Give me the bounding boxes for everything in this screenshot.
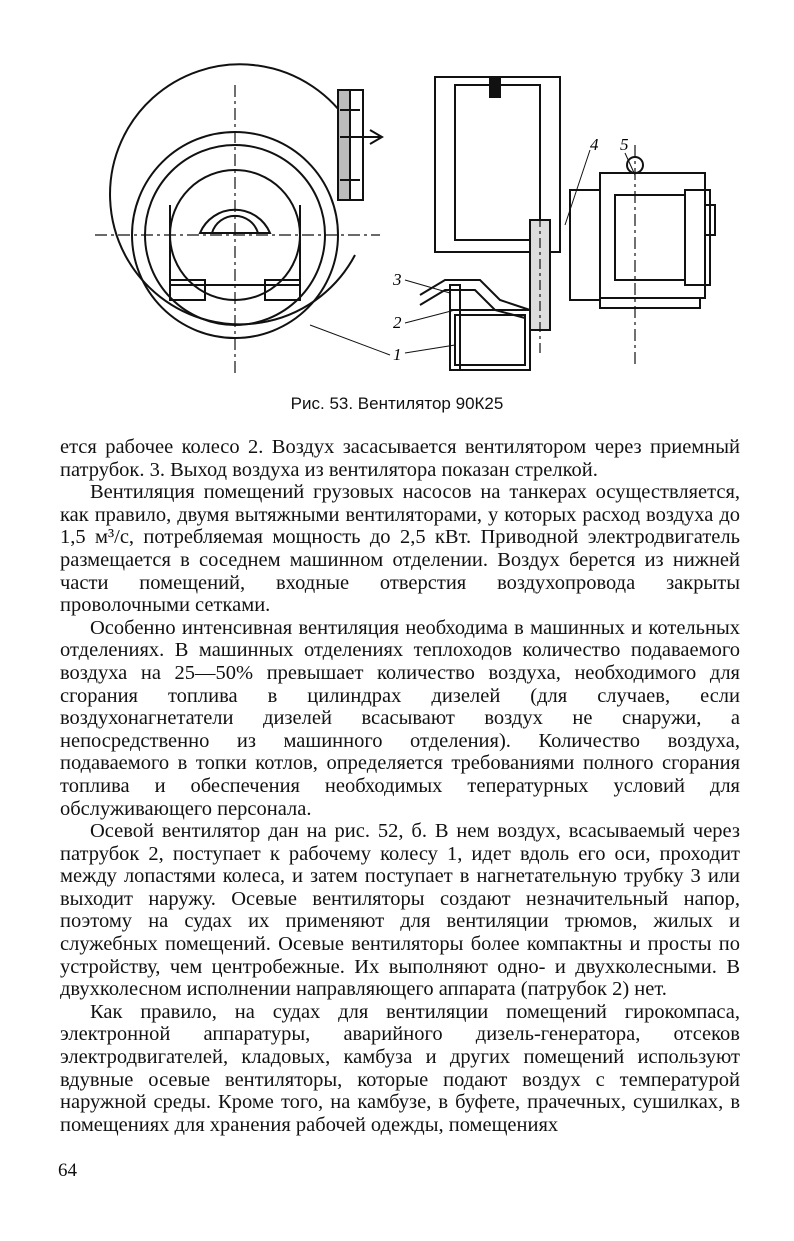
paragraph: Особенно интенсивная вентиляция необходима в машинных и котельных отделениях. В машинных отделениях теплоходов количество подаваемого воздуха на 25—50% превышает количество воздуха, необходимого для сгорания топлива в цилиндрах дизелей (для случаев, если воздухонагнетатели дизелей всасывают воздух не снаружи, а непосредственно из машинного отделения). Количество воздуха, подаваемого в топки котлов, определяется требованиями полного сгорания топлива и обеспечения необходимых тепературных условий для обслуживающего персонала. (60, 616, 740, 820)
figure-caption: Рис. 53. Вентилятор 90К25 (290, 394, 504, 413)
paragraph: Вентиляция помещений грузовых насосов на танкерах осуществляется, как правило, двумя вытяжными вентиляторами, у которых расход воздуха до 1,5 м³/с, потребляемая мощность до 2,5 кВт. Приводной электродвигатель размещается в соседнем машинном отделении. Воздух берется из нижней части помещений, входные отверстия воздухопровода закрыты проволочными сетками. (60, 481, 740, 617)
page-number: 64 (58, 1160, 77, 1181)
callout-2: 2 (393, 313, 402, 332)
callout-3: 3 (393, 270, 402, 289)
paragraph: Осевой вентилятор дан на рис. 52, б. В нем воздух, всасываемый через патрубок 2, поступает к рабочему колесу 1, идет вдоль его оси, проходит между лопастями колеса, и затем поступает в нагнетательную трубку 3 или выходит наружу. Осевые вентиляторы создают незначительный напор, поэтому на судах их применяют для вентиляции трюмов, жилых и служебных помещений. Осевые вентиляторы более компактны и просты по устройству, чем центробежные. Их выполняют одно- и двухколесными. В двухколесном исполнении направляющего аппарата (патрубок 2) нет. (60, 820, 740, 1001)
callout-5: 5 (620, 135, 629, 154)
callout-4: 4 (590, 135, 599, 154)
body-text (60, 436, 740, 1136)
callout-1: 1 (393, 345, 402, 364)
fan-technical-drawing (60, 55, 750, 385)
paragraph: ется рабочее колесо 2. Воздух засасывается вентилятором через приемный патрубок. 3. Выход воздуха из вентилятора показан стрелкой. (60, 436, 740, 481)
fan-drawing (60, 55, 750, 385)
paragraph: Как правило, на судах для вентиляции помещений гирокомпаса, электронной аппаратуры, аварийного дизель-генератора, отсеков электродвигателей, кладовых, камбуза и других помещений используют вдувные осевые вентиляторы, которые подают воздух с температурой наружной среды. Кроме того, на камбузе, в буфете, прачечных, сушилках, в помещениях для хранения рабочей одежды, помещениях (60, 1000, 740, 1136)
